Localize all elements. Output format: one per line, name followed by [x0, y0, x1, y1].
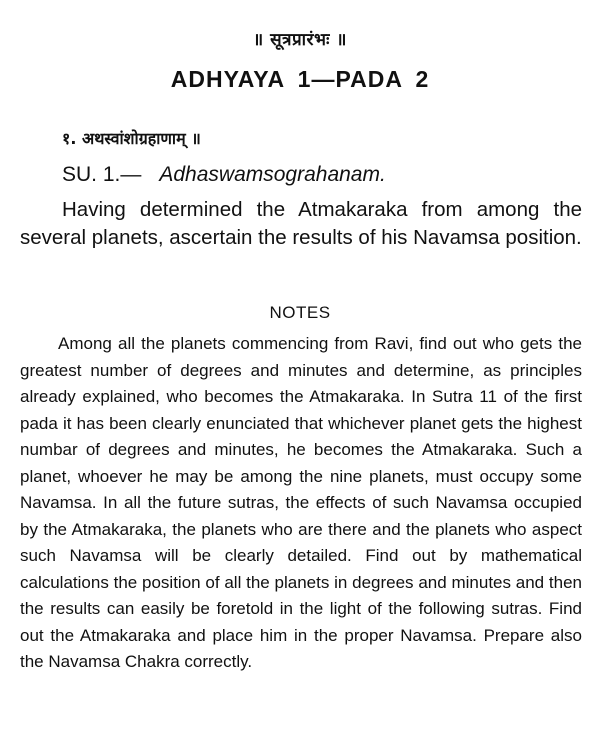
sutra-sanskrit-text: १. अथस्वांशोग्रहाणाम् ॥ — [62, 129, 201, 148]
notes-paragraph: Among all the planets commencing from Ravi, find out who gets the greatest number of degrees and minutes and determine, as principles already explained, who becomes the Atmakaraka. In Sutra 11 of the first pada it has been clearly enunciated that whichever planet gets the highest numbar of degrees and minutes, he becomes the Atmakaraka. Such a planet, whoever he may be among the nine planets, must occupy some Navamsa. In all the future sutras, the effects of such Navamsa occupied by the Atmakaraka, the planets who are there and the planets who aspect such Navamsa will be clearly detailed. Find out by mathematical calculations the position of all the planets in degrees and minutes and then the results can easily be foretold in the light of the following sutras. Find out the Atmakaraka and place him in the proper Navamsa. Prepare also the Navamsa Chakra correctly. — [20, 334, 582, 671]
sanskrit-section-heading: ॥ सूत्रप्रारंभः ॥ — [253, 30, 347, 50]
notes-heading: NOTES — [269, 303, 331, 322]
sutra-number-label: SU. 1.— — [62, 163, 142, 186]
chapter-title: ADHYAYA 1—PADA 2 — [170, 66, 430, 92]
sutra-transliteration: Adhaswamsograhanam. — [159, 163, 386, 186]
translation-paragraph: Having determined the Atmakaraka from among the several planets, ascertain the results of his Navamsa position. — [20, 198, 582, 249]
notes-section — [20, 331, 582, 676]
sutra-heading — [62, 162, 386, 188]
sutra-translation — [20, 196, 582, 252]
